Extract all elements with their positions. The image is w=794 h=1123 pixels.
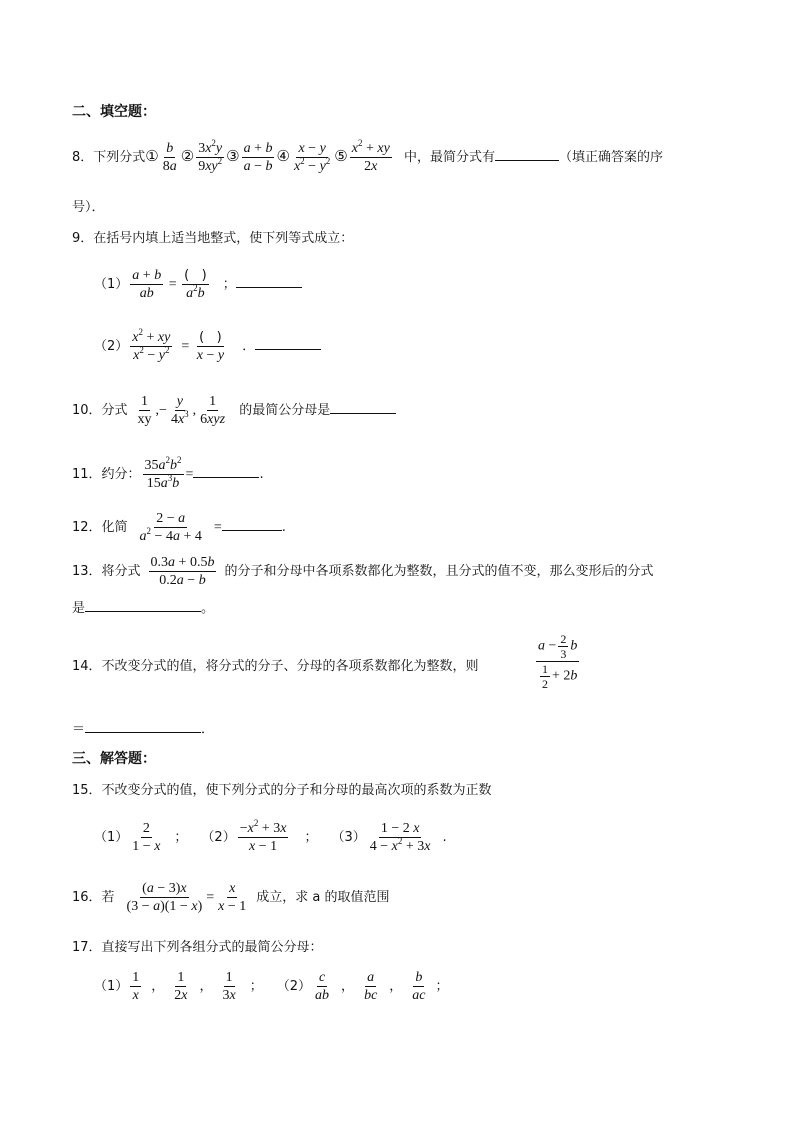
q10-prefix: 10．分式 [72, 403, 128, 418]
question-9: 9．在括号内填上适当地整式，使下列等式成立： [72, 231, 354, 246]
question-11: 11．约分： $\frac{35a^2b^2}{15a^3b}$ = . [72, 455, 264, 491]
q16-prefix: 16．若 [72, 890, 115, 905]
question-13 [72, 554, 653, 589]
q9-p1-left-fraction: $\frac{a + b}{ab}$ [132, 268, 162, 301]
q17-p2-fraction-3: $\frac{b}{ac}$ [412, 970, 426, 1003]
q9-part-1: （1） $\frac{a + b}{ab}$ = $\frac{( )}{a^2b}$ ； [94, 267, 302, 302]
q13-cont: 是 [72, 601, 86, 616]
q15-fraction-1: $\frac{2}{1 - x}$ [132, 821, 161, 854]
q17-p2-fraction-1: $\frac{c}{ab}$ [315, 970, 330, 1003]
q15-parts [94, 820, 447, 855]
q8-middle: 中，最简分式有 [403, 150, 495, 165]
q8-answer-blank[interactable] [495, 149, 559, 161]
section-heading-fill: 二、填空题： [72, 104, 156, 120]
q9-p1-label: （1） [94, 277, 129, 292]
q17-p2-fraction-2: $\frac{a}{bc}$ [364, 970, 378, 1003]
q8-circled-3: ③ [226, 147, 240, 165]
q9-p1-sep: ； [222, 277, 236, 292]
question-10: 10．分式 $\frac{1}{xy}$ ,− $\frac{y}{4x^3}$ , $\frac{1}{\text{6xyz}}$ 的最简公分母是 [72, 393, 396, 428]
q9-p1-answer-blank[interactable] [236, 276, 302, 288]
q8-circled-4: ④ [276, 147, 290, 165]
q15-fraction-3: $\frac{1 - 2 x}{4 - x^2 + 3x}$ [369, 821, 431, 854]
q12-end: . [281, 520, 286, 535]
q14-eq: ＝ [72, 722, 86, 737]
q12-answer-blank[interactable] [222, 519, 282, 531]
q10-answer-blank[interactable] [330, 402, 396, 414]
q17-sep-2: ； [435, 979, 449, 994]
q8-prefix: 8．下列分式 [72, 150, 146, 165]
q9-part-2: （2） $\frac{x^2 + xy}{x^2 - y^2}$ = $\frac{( )}{x - y}$ ． [94, 329, 321, 364]
question-17: 17．直接写出下列各组分式的最简公分母： [72, 940, 323, 955]
q17-comma-1: ， [151, 979, 165, 994]
q8-fraction-2: $\frac{3x^2y}{9xy^2}$ [198, 138, 223, 174]
q17-p1-fraction-1: $\frac{1}{x}$ [132, 970, 140, 1003]
q9-p2-sep: ． [242, 339, 256, 354]
q11-end: . [259, 467, 264, 482]
q13-end: 。 [201, 601, 215, 616]
q17-comma-3: ， [341, 979, 355, 994]
q17-p2-label: （2） [276, 979, 312, 994]
q8-circled-1: ① [145, 147, 159, 165]
q9-p2-answer-blank[interactable] [255, 338, 321, 350]
q13-fraction: $\frac{0.3a + 0.5b}{0.2a - b}$ [150, 555, 215, 588]
q8-circled-2: ② [180, 147, 195, 165]
q8-fraction-1: $\frac{b}{8a}$ [162, 141, 177, 174]
q15-sep-1: ； [174, 830, 188, 845]
q14-continuation [72, 721, 214, 736]
q14-end: ． [201, 722, 215, 737]
q8-suffix: （填正确答案的序 [558, 150, 663, 165]
q15-fraction-2: $\frac{-x^2 + 3x}{x - 1}$ [239, 818, 287, 854]
q9-p1-right-fraction: $\frac{( )}{a^2b}$ [184, 268, 207, 301]
q8-fraction-3: $\frac{a + b}{a - b}$ [243, 141, 273, 174]
q17-p1-fraction-2: $\frac{1}{2x}$ [174, 970, 188, 1003]
q14-numerator: a − $\frac{2}{3}$ b [538, 632, 578, 661]
section-heading-solve: 三、解答题： [72, 751, 156, 767]
q17-comma-4: ， [389, 979, 403, 994]
q13-suffix: 的分子和分母中各项系数都化为整数，且分式的值不变，那么变形后的分式 [224, 564, 654, 579]
q15-p1-label: （1） [94, 830, 129, 845]
q17-sep-1: ； [249, 979, 263, 994]
q13-continuation [72, 600, 214, 615]
q13-answer-blank[interactable] [85, 600, 201, 612]
q15-sep-2: ； [304, 830, 318, 845]
q12-fraction: $\frac{2 - a}{a^2 - 4a + 4}$ [139, 511, 202, 544]
q8-fraction-4: $\frac{x - y}{x^2 - y^2}$ [293, 141, 331, 174]
q11-answer-blank[interactable] [193, 466, 259, 478]
q14-fraction [536, 632, 579, 691]
q12-prefix: 12．化简 [72, 520, 128, 535]
q9-p2-label: （2） [94, 339, 129, 354]
q13-prefix: 13．将分式 [72, 564, 141, 579]
question-14: 14．不改变分式的值，将分式的分子、分母的各项系数都化为整数，则 [72, 659, 479, 674]
q14-complex-fraction [534, 632, 581, 691]
q10-suffix: 的最简公分母是 [239, 403, 331, 418]
q14-denominator: $\frac{1}{2}$ + 2b [542, 662, 578, 691]
question-12: 12．化简 $\frac{2 - a}{a^2 - 4a + 4}$ = . [72, 511, 286, 544]
q9-p2-right-fraction: $\frac{( )}{x - y}$ [196, 330, 225, 363]
q9-p2-left-fraction: $\frac{x^2 + xy}{x^2 - y^2}$ [132, 327, 171, 363]
question-15: 15．不改变分式的值，使下列分式的分子和分母的最高次项的系数为正数 [72, 783, 492, 798]
q17-p1-label: （1） [94, 979, 129, 994]
q16-suffix: 成立，求 a 的取值范围 [256, 890, 390, 905]
q15-end: . [442, 830, 447, 845]
q17-parts [94, 969, 449, 1004]
q16-left-fraction: $\frac{(a - 3)x}{(3 - a)(1 - x)}$ [126, 881, 203, 914]
q17-comma-2: ， [199, 979, 213, 994]
q8-circled-5: ⑤ [334, 147, 348, 165]
q17-p1-fraction-3: $\frac{1}{3x}$ [222, 970, 236, 1003]
q10-fraction-2: $\frac{y}{4x^3}$ [170, 394, 189, 427]
q10-fraction-3: $\frac{1}{\text{6xyz}}$ [200, 394, 226, 427]
q15-p3-label: （3） [331, 830, 366, 845]
q8-continuation: 号）． [72, 200, 105, 215]
q11-prefix: 11．约分： [72, 467, 141, 482]
q8-fraction-5: $\frac{x^2 + xy}{2x}$ [351, 138, 390, 174]
q14-answer-blank[interactable] [85, 721, 201, 733]
question-8 [72, 140, 663, 175]
q10-fraction-1: $\frac{1}{xy}$ [137, 394, 152, 427]
q15-p2-label: （2） [201, 830, 236, 845]
question-16: 16．若 $\frac{(a - 3)x}{(3 - a)(1 - x)}$ = $\frac{x}{x - 1}$ 成立，求 a 的取值范围 [72, 881, 390, 914]
q16-right-fraction: $\frac{x}{x - 1}$ [218, 881, 247, 914]
q11-fraction: $\frac{35a^2b^2}{15a^3b}$ [144, 455, 182, 491]
